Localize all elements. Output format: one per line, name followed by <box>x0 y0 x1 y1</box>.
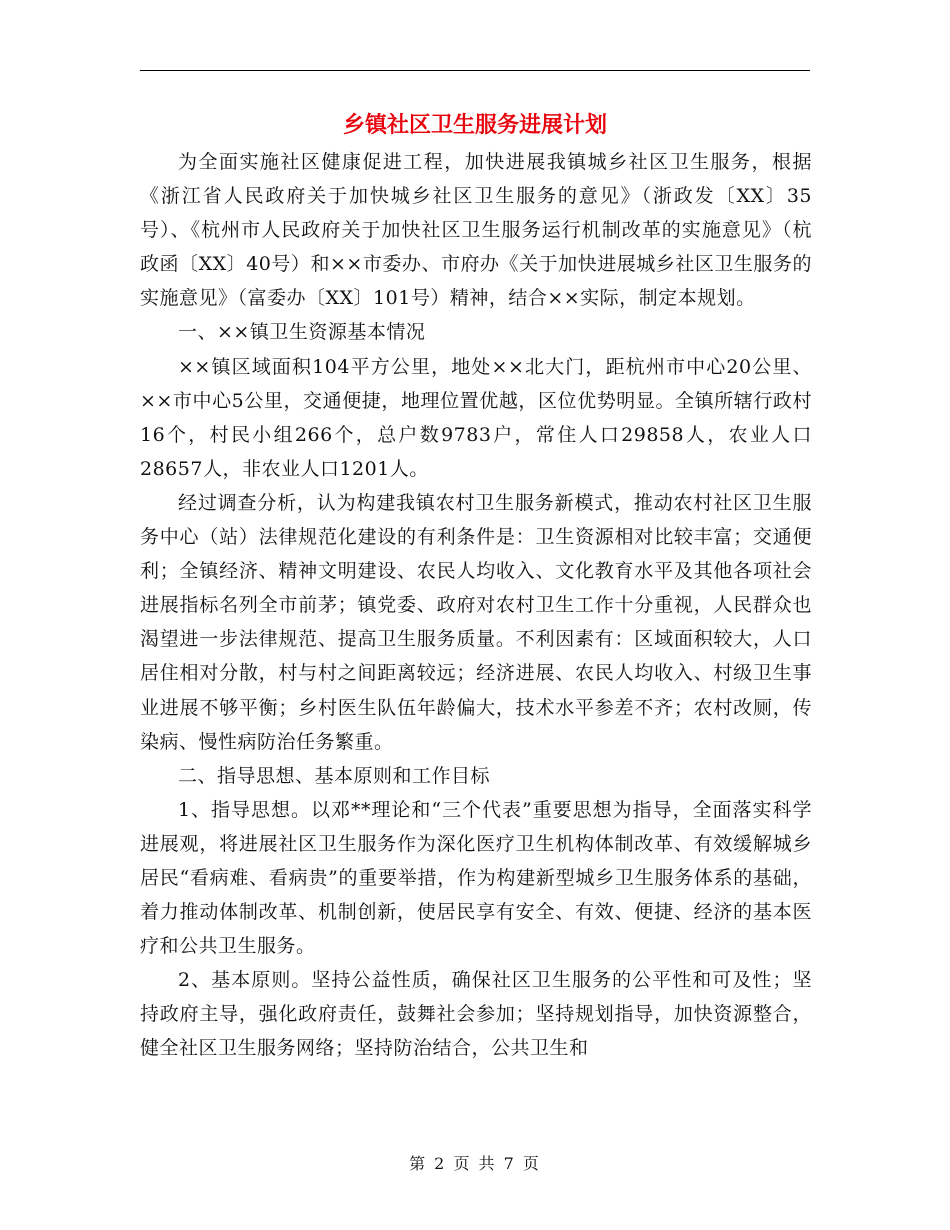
header-rule <box>140 70 810 71</box>
paragraph-guiding-thought: 1、指导思想。以邓**理论和“三个代表”重要思想为指导，全面落实科学进展观，将进展社区卫生服务作为深化医疗卫生机构体制改革、有效缓解城乡居民“看病难、看病贵”的重要举措，作为构建新型城乡卫生服务体系的基础，着力推动体制改革、机制创新，使居民享有安全、有效、便捷、经济的基本医疗和公共卫生服务。 <box>140 798 812 958</box>
section-heading-2: 二、指导思想、基本原则和工作目标 <box>178 764 491 787</box>
paragraph-overview: ××镇区域面积104平方公里，地处××北大门，距杭州市中心20公里、××市中心5公里，交通便捷，地理位置优越，区位优势明显。全镇所辖行政村16个，村民小组266个，总户数9783户，常住人口29858人，农业人口28657人，非农业人口1201人。 <box>140 355 812 480</box>
document-body <box>140 145 812 1066</box>
paragraph-intro: 为全面实施社区健康促进工程，加快进展我镇城乡社区卫生服务，根据《浙江省人民政府关于加快城乡社区卫生服务的意见》（浙政发〔XX〕35号）、《杭州市人民政府关于加快社区卫生服务运行机制改革的实施意见》（杭政函〔XX〕40号）和××市委办、市府办《关于加快进展城乡社区卫生服务的实施意见》（富委办〔XX〕101号）精神，结合××实际，制定本规划。 <box>140 151 812 310</box>
paragraph-basic-principles: 2、基本原则。坚持公益性质，确保社区卫生服务的公平性和可及性；坚持政府主导，强化政府责任，鼓舞社会参加；坚持规划指导，加快资源整合，健全社区卫生服务网络；坚持防治结合，公共卫生和 <box>140 969 812 1060</box>
section-heading-1: 一、××镇卫生资源基本情况 <box>178 321 426 344</box>
paragraph-analysis: 经过调查分析，认为构建我镇农村卫生服务新模式，推动农村社区卫生服务中心（站）法律规范化建设的有利条件是：卫生资源相对比较丰富；交通便利；全镇经济、精神文明建设、农民人均收入、文化教育水平及其他各项社会进展指标名列全市前茅；镇党委、政府对农村卫生工作十分重视，人民群众也渴望进一步法律规范、提高卫生服务质量。不利因素有：区域面积较大，人口居住相对分散，村与村之间距离较远；经济进展、农民人均收入、村级卫生事业进展不够平衡；乡村医生队伍年龄偏大，技术水平参差不齐；农村改厕，传染病、慢性病防治任务繁重。 <box>140 491 812 753</box>
page-number: 第 2 页 共 7 页 <box>409 1154 541 1173</box>
document-title: 乡镇社区卫生服务进展计划 <box>342 113 607 138</box>
